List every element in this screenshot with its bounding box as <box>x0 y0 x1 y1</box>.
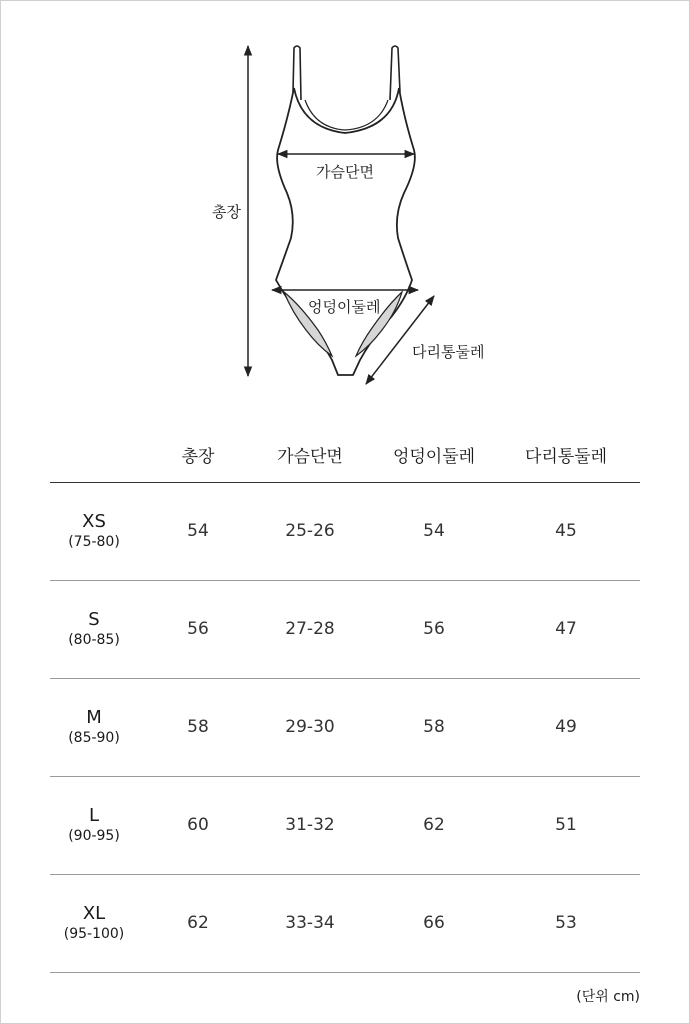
size-code: S <box>88 609 100 630</box>
size-cell <box>68 805 120 845</box>
hip-value: 56 <box>423 619 445 639</box>
size-cell <box>68 609 120 649</box>
size-table <box>50 430 640 973</box>
total-length-value: 58 <box>187 717 209 737</box>
chest-width-value: 27-28 <box>285 619 335 639</box>
size-code: L <box>88 805 100 826</box>
leg-value: 47 <box>555 619 577 639</box>
size-code: XS <box>82 511 106 532</box>
header-leg-circumference: 다리통둘레 <box>524 447 608 467</box>
chest-width-value: 31-32 <box>285 815 335 835</box>
table-row <box>50 875 640 973</box>
table-row <box>50 777 640 875</box>
swimsuit-body <box>276 88 415 375</box>
leg-value: 53 <box>555 913 577 933</box>
size-range: (85-90) <box>68 730 120 746</box>
table-row <box>50 679 640 777</box>
header-total-length: 총장 <box>181 447 215 467</box>
leg-value: 51 <box>555 815 577 835</box>
size-cell <box>68 707 120 747</box>
leg-value: 45 <box>555 521 577 541</box>
hip-value: 54 <box>423 521 445 541</box>
size-code: XL <box>82 903 106 924</box>
size-range: (80-85) <box>68 632 120 648</box>
swimsuit-illustration <box>0 0 690 400</box>
size-cell <box>68 511 120 551</box>
total-length-value: 54 <box>187 521 209 541</box>
table-header <box>50 430 640 483</box>
size-code: M <box>86 707 102 728</box>
size-range: (75-80) <box>68 534 120 550</box>
header-hip-circumference: 엉덩이둘레 <box>392 447 476 467</box>
size-range: (95-100) <box>63 926 125 942</box>
hip-value: 66 <box>423 913 445 933</box>
swimsuit-diagram <box>0 0 690 400</box>
leg-circumference-label: 다리통둘레 <box>412 343 485 361</box>
size-range: (90-95) <box>68 828 120 844</box>
total-length-value: 60 <box>187 815 209 835</box>
total-length-label: 총장 <box>212 203 241 221</box>
hip-value: 62 <box>423 815 445 835</box>
chest-width-value: 25-26 <box>285 521 335 541</box>
total-length-value: 56 <box>187 619 209 639</box>
chest-width-value: 29-30 <box>285 717 335 737</box>
hip-value: 58 <box>423 717 445 737</box>
table-row <box>50 483 640 581</box>
total-length-value: 62 <box>187 913 209 933</box>
hip-circumference-label: 엉덩이둘레 <box>308 298 381 316</box>
chest-width-label: 가슴단면 <box>316 163 374 181</box>
chest-width-value: 33-34 <box>285 913 335 933</box>
size-cell <box>64 903 125 943</box>
leg-value: 49 <box>555 717 577 737</box>
table-row <box>50 581 640 679</box>
unit-note: (단위 cm) <box>576 989 640 1005</box>
header-chest-width: 가슴단면 <box>277 447 343 467</box>
